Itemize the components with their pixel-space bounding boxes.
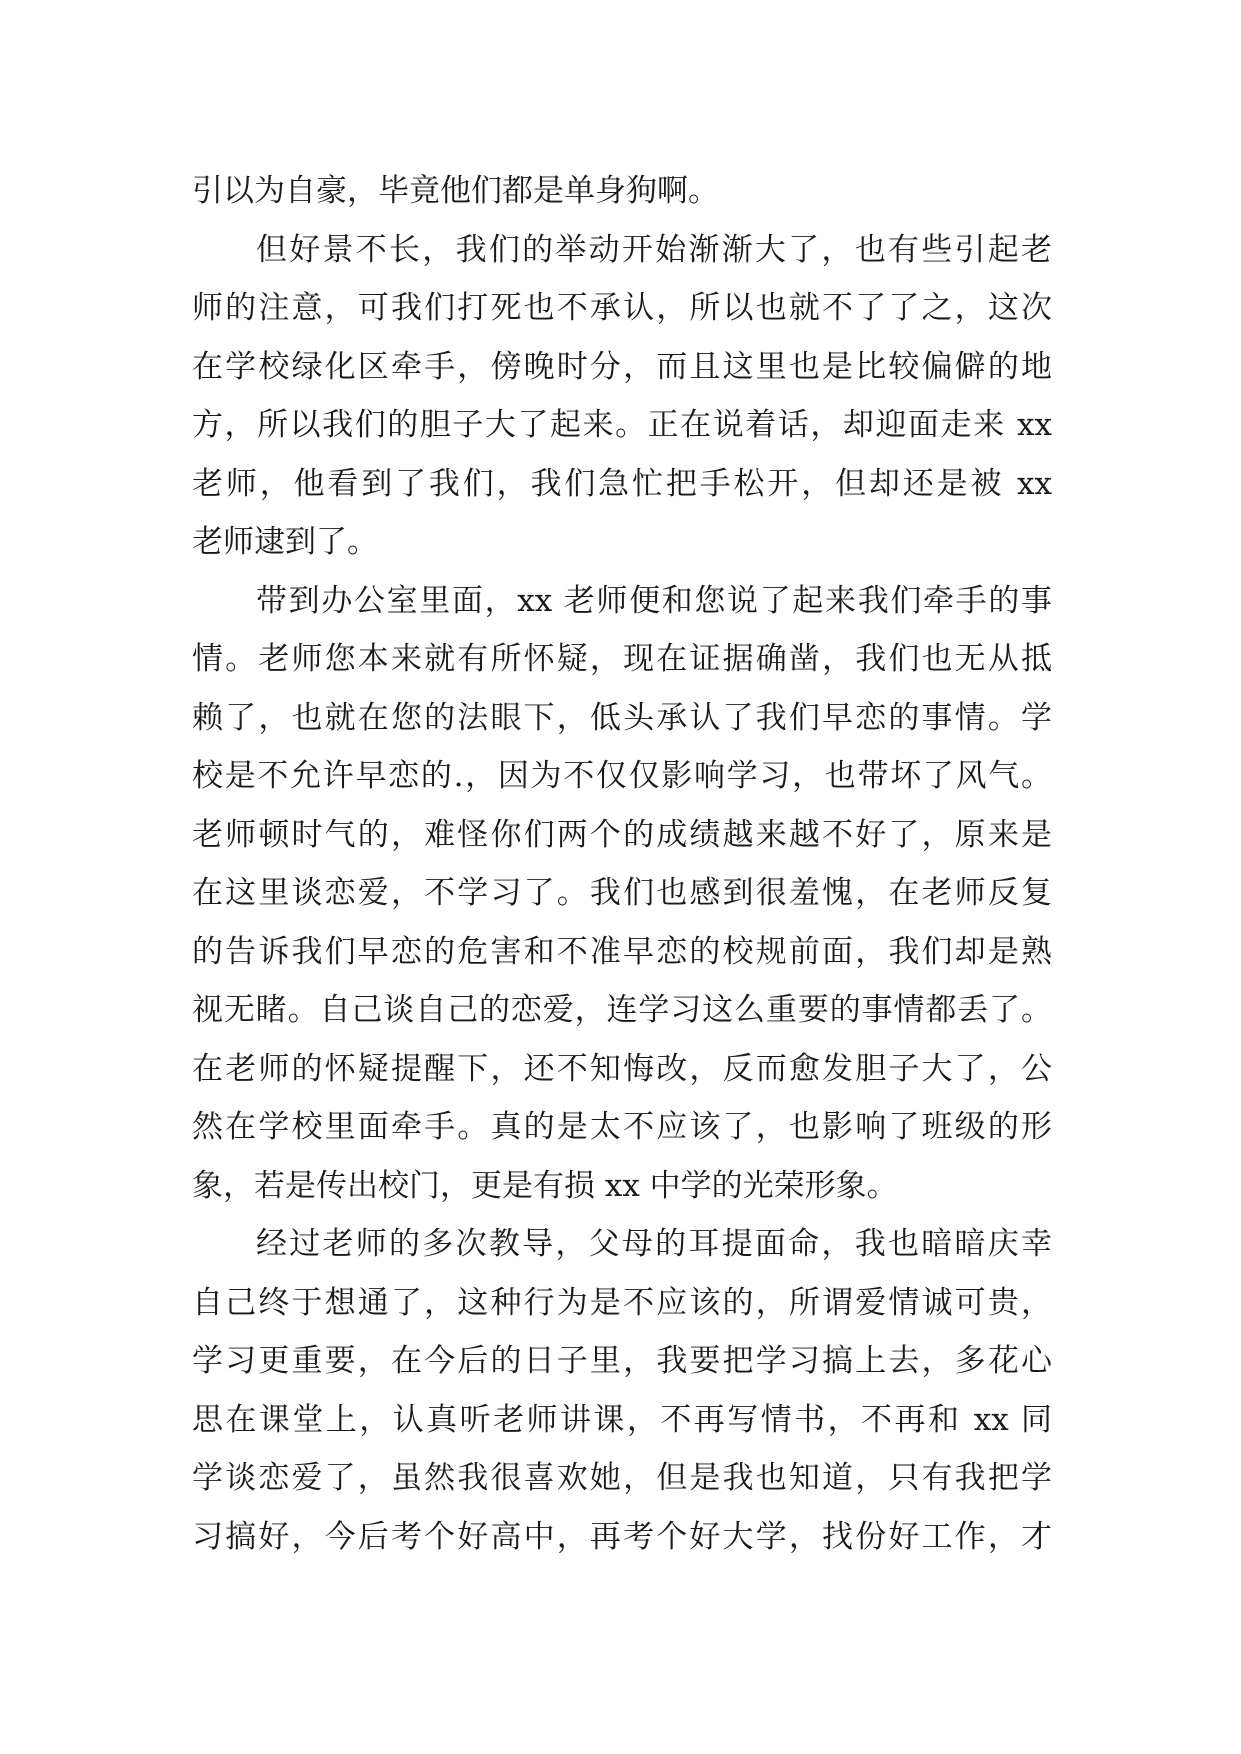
- text-line: 然在学校里面牵手。真的是太不应该了，也影响了班级的形: [192, 1109, 1052, 1145]
- text-line: 老师顿时气的，难怪你们两个的成绩越来越不好了，原来是: [192, 816, 1052, 853]
- text-line: 自己终于想通了，这种行为是不应该的，所谓爱情诚可贵，: [192, 1284, 1052, 1321]
- text-line: 老师，他看到了我们，我们急忙把手松开，但却还是被 xx: [192, 465, 1052, 502]
- text-line: 方，所以我们的胆子大了起来。正在说着话，却迎面走来 xx: [192, 407, 1052, 443]
- document-body: [192, 162, 1052, 1566]
- paragraph: [192, 1215, 1052, 1566]
- text-line: 的告诉我们早恋的危害和不准早恋的校规前面，我们却是熟: [192, 933, 1052, 970]
- text-line: 在这里谈恋爱，不学习了。我们也感到很羞愧，在老师反复: [192, 875, 1052, 911]
- text-line: 学谈恋爱了，虽然我很喜欢她，但是我也知道，只有我把学: [192, 1460, 1052, 1496]
- text-line: 但好景不长，我们的举动开始渐渐大了，也有些引起老: [256, 231, 1052, 268]
- text-line: 情。老师您本来就有所怀疑，现在证据确凿，我们也无从抵: [192, 641, 1052, 677]
- text-line: 在学校绿化区牵手，傍晚时分，而且这里也是比较偏僻的地: [192, 348, 1052, 385]
- text-line: 习搞好，今后考个好高中，再考个好大学，找份好工作，才: [192, 1518, 1052, 1555]
- text-line: 校是不允许早恋的.，因为不仅仅影响学习，也带坏了风气。: [192, 758, 1052, 794]
- text-line: 象，若是传出校门，更是有损 xx 中学的光荣形象。: [192, 1167, 898, 1204]
- text-line: 学习更重要，在今后的日子里，我要把学习搞上去，多花心: [192, 1343, 1052, 1379]
- text-line: 引以为自豪，毕竟他们都是单身狗啊。: [192, 173, 719, 209]
- paragraph: [192, 221, 1052, 572]
- text-line: 在老师的怀疑提醒下，还不知悔改，反而愈发胆子大了，公: [192, 1050, 1052, 1087]
- text-line: 老师逮到了。: [192, 524, 378, 560]
- text-line: 赖了，也就在您的法眼下，低头承认了我们早恋的事情。学: [192, 699, 1052, 736]
- text-line: 思在课堂上，认真听老师讲课，不再写情书，不再和 xx 同: [192, 1401, 1052, 1438]
- text-line: 视无睹。自己谈自己的恋爱，连学习这么重要的事情都丢了。: [192, 992, 1052, 1028]
- text-line: 带到办公室里面，xx 老师便和您说了起来我们牵手的事: [256, 582, 1052, 619]
- text-line: 经过老师的多次教导，父母的耳提面命，我也暗暗庆幸: [256, 1226, 1052, 1262]
- paragraph: [192, 162, 1052, 221]
- text-line: 师的注意，可我们打死也不承认，所以也就不了了之，这次: [192, 290, 1052, 326]
- paragraph: [192, 572, 1052, 1216]
